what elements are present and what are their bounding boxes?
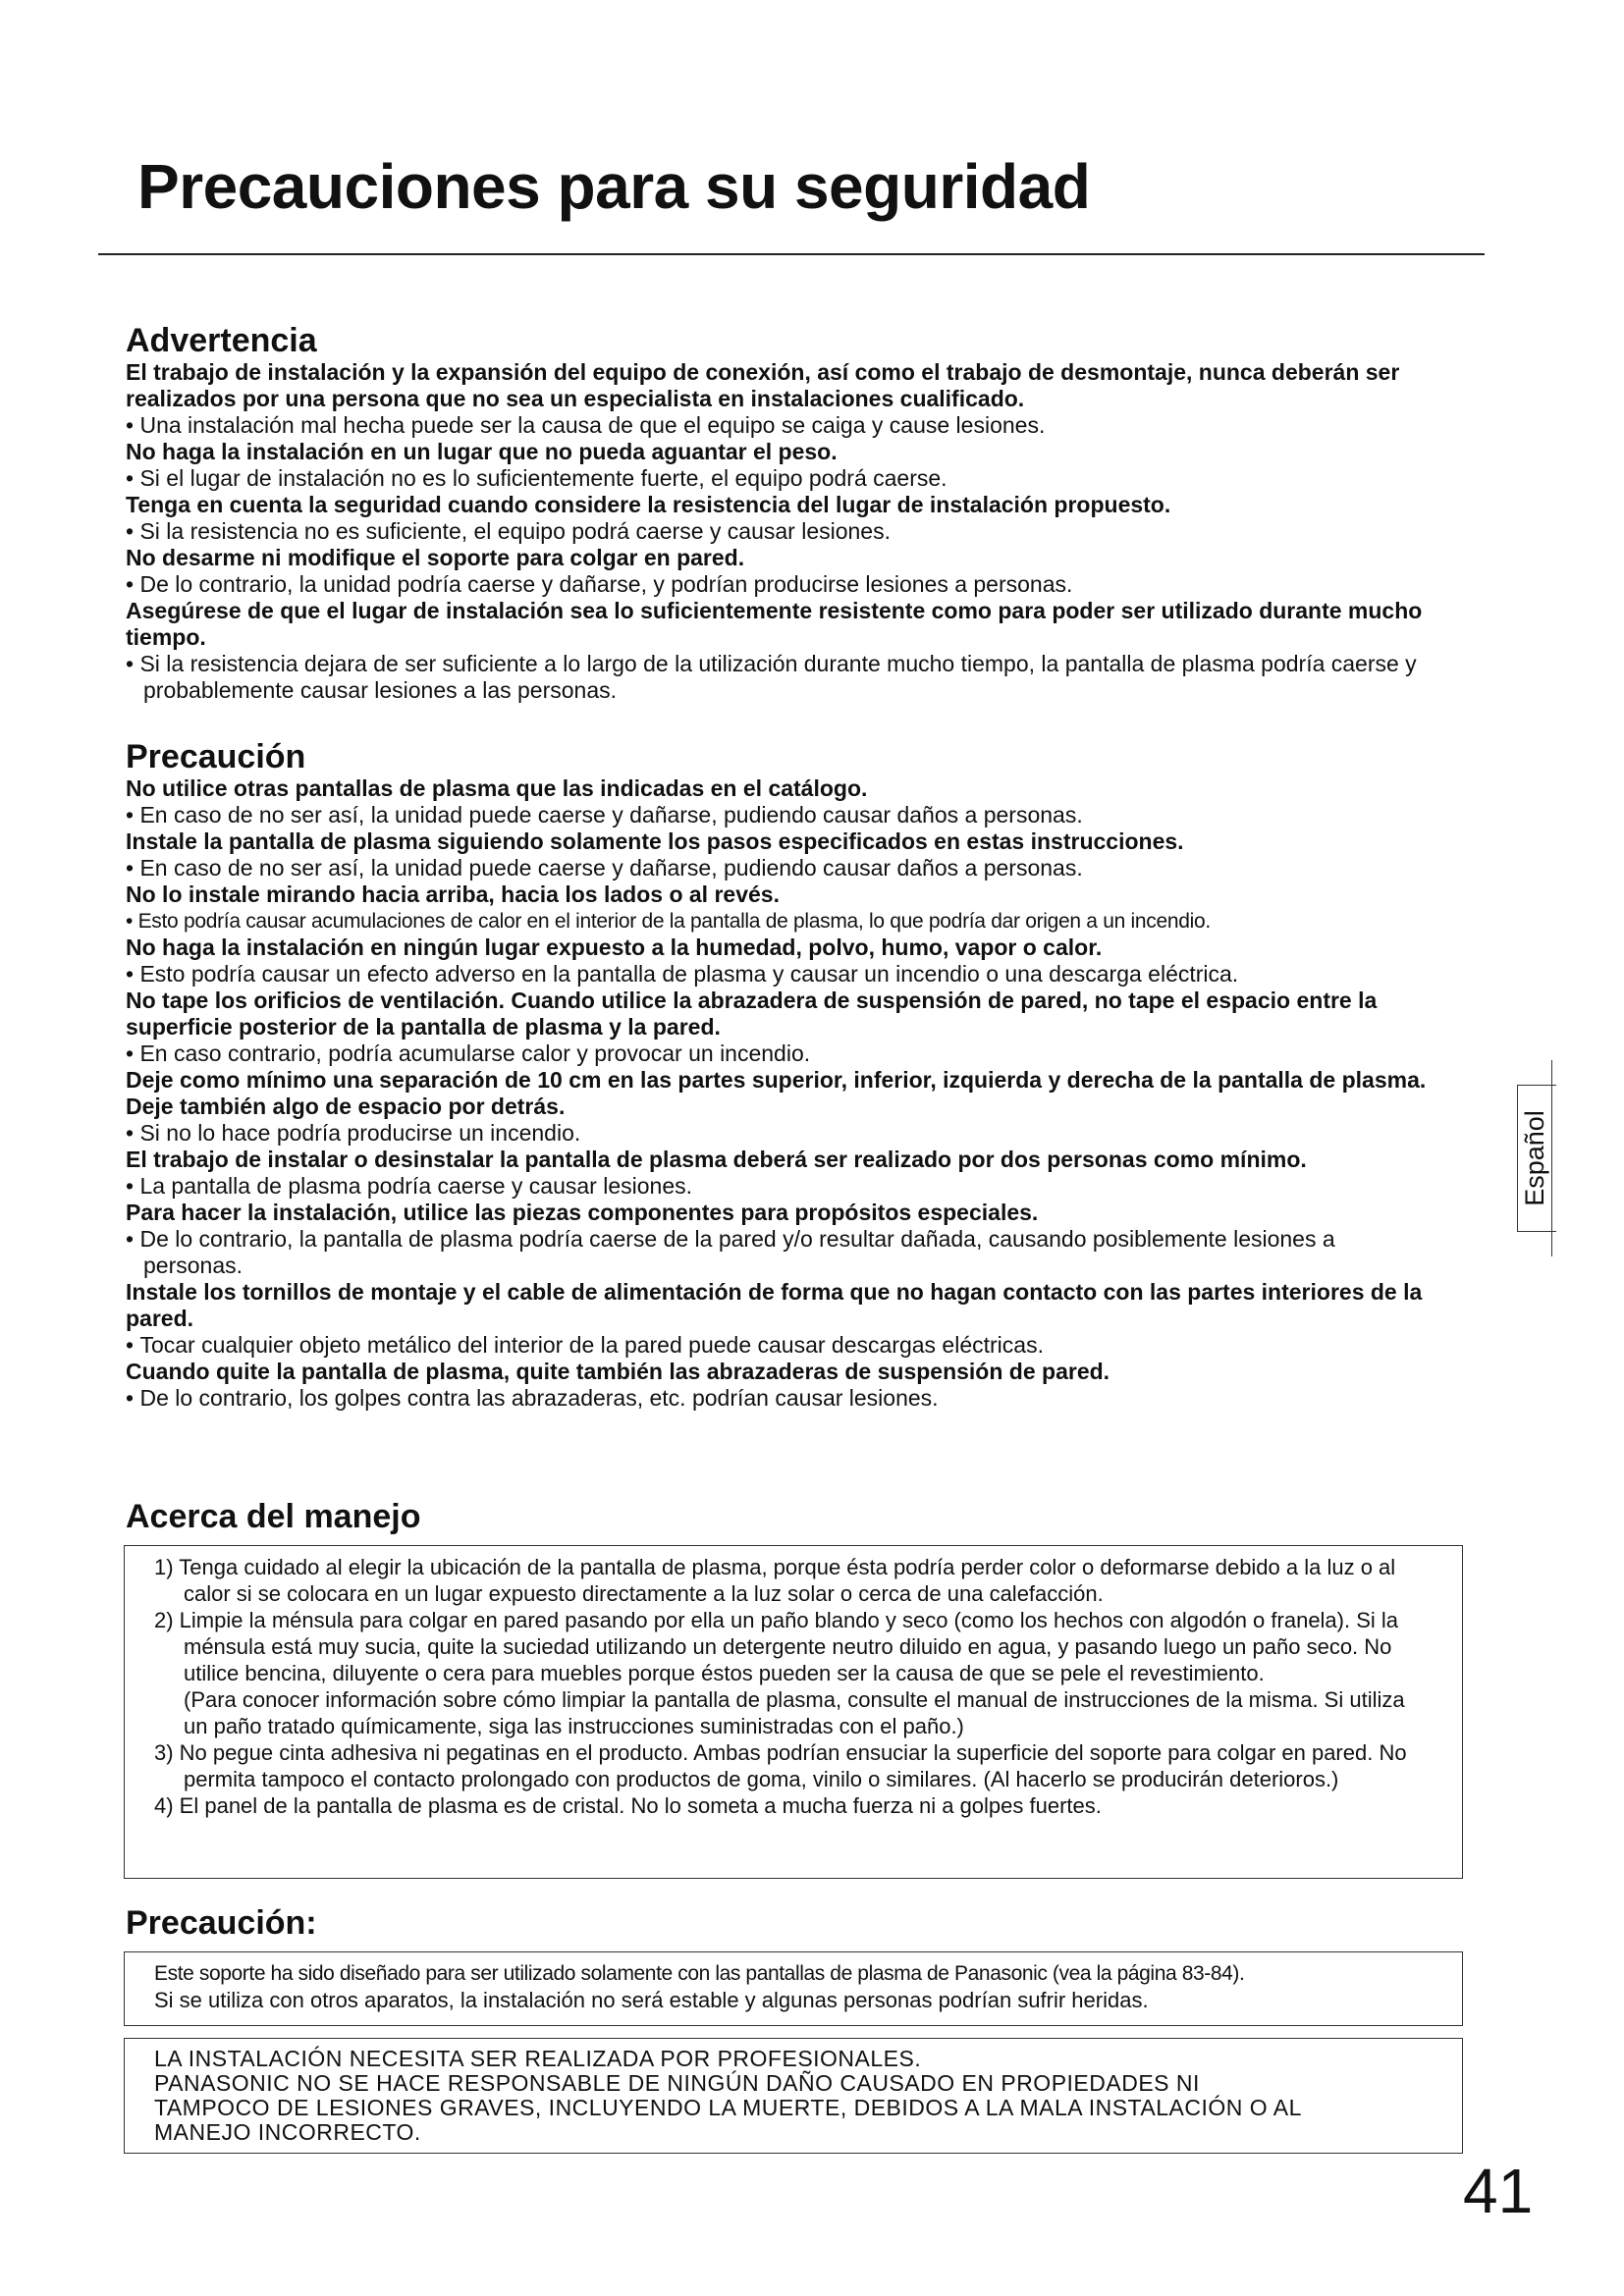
entry-text: • En caso de no ser así, la unidad puede caerse y dañarse, pudiendo causar daños a personas. [126,855,1432,881]
caution-entry [126,1279,1432,1359]
entry-text: • De lo contrario, los golpes contra las abrazaderas, etc. podrían causar lesiones. [126,1385,1432,1412]
entry-title: No tape los orificios de ventilación. Cuando utilice la abrazadera de suspensión de pared, no tape el espacio entre la superficie posterior de la pantalla de plasma y la pared. [126,988,1378,1040]
entry-title: Deje como mínimo una separación de 10 cm en las partes superior, inferior, izquierda y derecha de la pantalla de plasma. Deje también algo de espacio por detrás. [126,1067,1427,1119]
page-number: 41 [1463,2156,1534,2226]
entry-text: • La pantalla de plasma podría caerse y causar lesiones. [126,1173,1432,1200]
warning-heading: Advertencia [126,322,317,359]
entry-title: Para hacer la instalación, utilice las piezas componentes para propósitos especiales. [126,1200,1039,1225]
caution-note-heading: Precaución: [126,1904,317,1942]
handling-box [124,1545,1463,1879]
page-title: Precauciones para su seguridad [137,151,1091,222]
entry-title: Tenga en cuenta la seguridad cuando considere la resistencia del lugar de instalación propuesto. [126,492,1171,517]
handling-list [154,1554,1433,1819]
entry-title: No haga la instalación en ningún lugar expuesto a la humedad, polvo, humo, vapor o calor. [126,934,1103,960]
entry-title: Instale los tornillos de montaje y el cable de alimentación de forma que no hagan contacto con las partes interiores de la pared. [126,1279,1423,1331]
entry-title: Instale la pantalla de plasma siguiendo solamente los pasos especificados en estas instrucciones. [126,828,1184,854]
caution-entry [126,988,1432,1067]
entry-text: • Una instalación mal hecha puede ser la causa de que el equipo se caiga y cause lesiones. [126,412,1432,439]
caution-entry [126,1067,1432,1147]
warning-entry [126,598,1432,704]
list-item: (Para conocer información sobre cómo limpiar la pantalla de plasma, consulte el manual de instrucciones de la misma. Si utiliza un paño tratado químicamente, siga las instrucciones suministradas con el paño.) [184,1687,1405,1738]
entry-text: • Esto podría causar acumulaciones de calor en el interior de la pantalla de plasma, lo que podría dar origen a un incendio. [126,908,1432,934]
caution-entry [126,775,1432,828]
installation-notice-box [124,2038,1463,2154]
list-item: 4) El panel de la pantalla de plasma es de cristal. No lo someta a mucha fuerza ni a golpes fuertes. [154,1793,1102,1818]
warning-entry [126,545,1432,598]
warning-entry [126,439,1432,492]
language-tab-label: Español [1520,1110,1549,1206]
entry-title: Cuando quite la pantalla de plasma, quite también las abrazaderas de suspensión de pared. [126,1359,1110,1384]
list-item: 1) Tenga cuidado al elegir la ubicación de la pantalla de plasma, porque ésta podría perder color o deformarse debido a la luz o al calor si se colocara en un lugar expuesto directamente a la luz solar o cerca de una calefacción. [154,1555,1396,1606]
entry-text: • Esto podría causar un efecto adverso en la pantalla de plasma y causar un incendio o una descarga eléctrica. [126,961,1432,988]
list-item: 3) No pegue cinta adhesiva ni pegatinas en el producto. Ambas podrían ensuciar la superficie del soporte para colgar en pared. No permita tampoco el contacto prolongado con productos de goma, vinilo o similares. (Al hacerlo se producirán deterioros.) [154,1740,1407,1791]
caution-note-box [124,1951,1463,2026]
entry-text: • Tocar cualquier objeto metálico del interior de la pared puede causar descargas eléctricas. [126,1332,1432,1359]
caution-section [126,738,1432,1412]
entry-text: • En caso de no ser así, la unidad puede caerse y dañarse, pudiendo causar daños a personas. [126,802,1432,828]
notice-line: MANEJO INCORRECTO. [154,2119,421,2145]
entry-text: • Si el lugar de instalación no es lo suficientemente fuerte, el equipo podrá caerse. [126,465,1432,492]
notice-line: LA INSTALACIÓN NECESITA SER REALIZADA POR PROFESIONALES. [154,2046,922,2071]
warning-entry [126,492,1432,545]
caution-entry [126,881,1432,934]
entry-title: No desarme ni modifique el soporte para colgar en pared. [126,545,745,570]
caution-heading: Precaución [126,738,306,775]
notice-line: PANASONIC NO SE HACE RESPONSABLE DE NINGÚN DAÑO CAUSADO EN PROPIEDADES NI [154,2070,1200,2096]
caution-entry [126,1359,1432,1412]
entry-text: • De lo contrario, la unidad podría caerse y dañarse, y podrían producirse lesiones a personas. [126,571,1432,598]
entry-text: • En caso contrario, podría acumularse calor y provocar un incendio. [126,1041,1432,1067]
entry-title: El trabajo de instalar o desinstalar la pantalla de plasma deberá ser realizado por dos personas como mínimo. [126,1147,1307,1172]
entry-title: No utilice otras pantallas de plasma que las indicadas en el catálogo. [126,775,868,801]
entry-title: Asegúrese de que el lugar de instalación sea lo suficientemente resistente como para poder ser utilizado durante mucho tiempo. [126,598,1423,650]
title-divider [98,253,1485,255]
entry-text: • Si la resistencia no es suficiente, el equipo podrá caerse y causar lesiones. [126,518,1432,545]
entry-title: No haga la instalación en un lugar que no pueda aguantar el peso. [126,439,838,464]
warning-section [126,322,1432,704]
caution-note-line: Este soporte ha sido diseñado para ser utilizado solamente con las pantallas de plasma de Panasonic (vea la página 83-84). [154,1962,1245,1985]
list-item: 2) Limpie la ménsula para colgar en pared pasando por ella un paño blando y seco (como los hechos con algodón o franela). Si la ménsula está muy sucia, quite la suciedad utilizando un detergente neutro diluido en agua, y pasando luego un paño seco. No utilice bencina, diluyente o cera para muebles porque éstos pueden ser la causa de que se pele el revestimiento. [154,1608,1399,1685]
caution-entry [126,1147,1432,1200]
handling-heading: Acerca del manejo [126,1498,421,1535]
caution-entry [126,1200,1432,1279]
entry-title: El trabajo de instalación y la expansión del equipo de conexión, así como el trabajo de desmontaje, nunca deberán ser realizados por una persona que no sea un especialista en instalaciones cualificado. [126,359,1400,411]
warning-entry [126,359,1432,439]
entry-text: • Si la resistencia dejara de ser suficiente a lo largo de la utilización durante mucho tiempo, la pantalla de plasma podría caerse y probablemente causar lesiones a las personas. [126,651,1432,704]
caution-note-line: Si se utiliza con otros aparatos, la instalación no será estable y algunas personas podrían sufrir heridas. [154,1988,1149,2012]
entry-title: No lo instale mirando hacia arriba, hacia los lados o al revés. [126,881,780,907]
caution-entry [126,934,1432,988]
entry-text: • De lo contrario, la pantalla de plasma podría caerse de la pared y/o resultar dañada, causando posiblemente lesiones a personas. [126,1226,1432,1279]
entry-text: • Si no lo hace podría producirse un incendio. [126,1120,1432,1147]
caution-entry [126,828,1432,881]
notice-line: TAMPOCO DE LESIONES GRAVES, INCLUYENDO LA MUERTE, DEBIDOS A LA MALA INSTALACIÓN O AL [154,2095,1302,2120]
